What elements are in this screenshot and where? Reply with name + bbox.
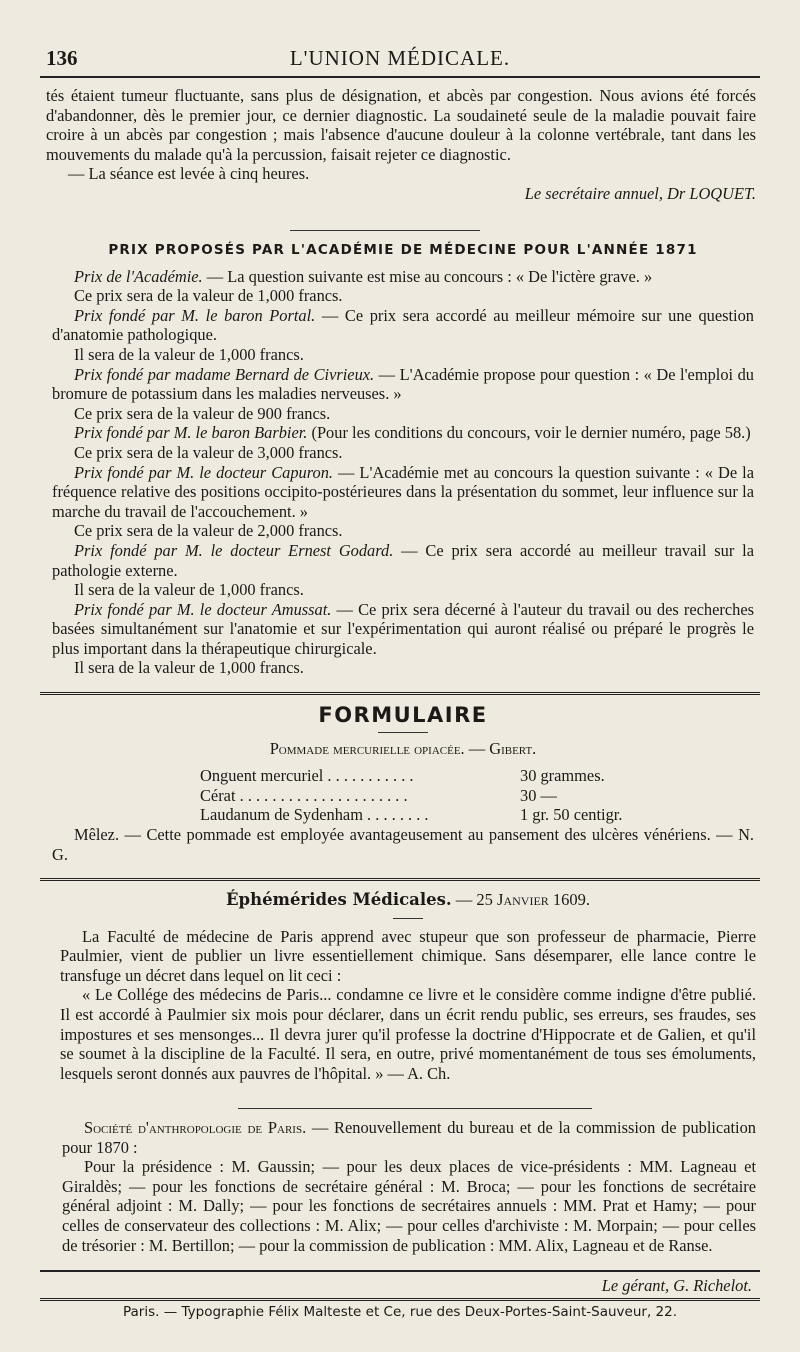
short-divider — [393, 918, 423, 919]
prize-value: Il sera de la valeur de 1,000 francs. — [74, 344, 304, 364]
prize-value: Ce prix sera de la valeur de 3,000 francs. — [74, 442, 343, 462]
running-title: L'UNION MÉDICALE. — [289, 46, 511, 70]
societe-elections: Pour la présidence : M. Gaussin; — pour les deux places de vice-présidents : MM. Lagneau et Giraldès; — pour les fonctions de secrétaire général : M. Broca; — pour les fonctions de secrétaire général adjoint : M. Dally; — pour les fonctions de secrétaires annuels : MM. Prat et Hamy; — pour celles de conservateur des collections : M. Alix; — pour celles d'archiviste : M. Morpain; — pour celles de trésorier : M. Bertillon; — pour la commission de publication : MM. Alix, Lagneau et de Ranse. — [62, 1157, 756, 1255]
prize-text: — L'Académie propose pour question : « De l'emploi du bromure de potassium dans les maladies nerveuses. » — [52, 364, 755, 404]
prize-text: — La question suivante est mise au concours : « De l'ictère grave. » — [202, 266, 653, 286]
short-divider — [378, 732, 428, 733]
ephemerides-heading — [60, 890, 756, 910]
ingredient-name: Laudanum de Sydenham . . . . . . . . — [200, 805, 429, 825]
prize-description — [52, 306, 754, 345]
footer-rule — [40, 1298, 760, 1301]
section-rule — [40, 692, 760, 695]
recipe-note: Mêlez. — Cette pommade est employée avantageusement au pansement des ulcères vénériens. — N. G. — [52, 824, 754, 864]
page-header — [38, 40, 762, 74]
formulaire-heading: FORMULAIRE — [318, 703, 488, 727]
prizes-heading: PRIX PROPOSÉS PAR L'ACADÉMIE DE MÉDECINE POUR L'ANNÉE 1871 — [108, 242, 698, 258]
ingredient-quantity: 30 — — [520, 785, 557, 805]
printer-imprint: Paris. — Typographie Félix Malteste et Ce, rue des Deux-Portes-Saint-Sauveur, 22. — [122, 1304, 677, 1320]
prize-description — [52, 423, 754, 443]
ephemerides-quote: « Le Collége des médecins de Paris... condamne ce livre et le considère comme indigne d'être publié. Il est accordé à Paulmier six mois pour déclarer, dans un écrit rendu public, ses erreurs, ses fraudes, ses impostures et ses mensonges... Il devra jurer qu'il professe la doctrine d'Hippocrate et de Galien, et qu'il se soumet à la discipline de la Faculté. Il sera, en outre, privé momentanément de tous ses émoluments, lesquels seront donnés aux pauvres de l'hôpital. » — A. Ch. — [60, 985, 756, 1083]
section-divider — [290, 230, 480, 231]
prize-description — [52, 541, 754, 580]
ingredient-quantity: 1 gr. 50 centigr. — [520, 805, 623, 825]
prize-value: Il sera de la valeur de 1,000 francs. — [74, 580, 304, 600]
prize-value: Ce prix sera de la valeur de 2,000 francs. — [74, 521, 343, 541]
prize-text: — Ce prix sera décerné à l'auteur du travail ou des recherches basées simultanément sur l'anatomie et sur l'expérimentation qui auront réalisé ou préparé le progrès le plus important dans la thérapeutique chirurgicale. — [52, 599, 754, 658]
prize-text: — L'Académie met au concours la question suivante : « De la fréquence relative des positions occipito-postérieures dans la présentation du sommet, leur influence sur la marche du travail de l'accouchement. » — [52, 462, 754, 521]
prize-founder: Prix fondé par M. le docteur Ernest Godard. — [74, 540, 394, 560]
prize-description — [52, 463, 754, 522]
ingredient-name: Onguent mercuriel . . . . . . . . . . . — [200, 766, 414, 786]
prize-text: (Pour les conditions du concours, voir le dernier numéro, page 58.) — [307, 423, 751, 443]
prize-description — [52, 365, 754, 404]
prize-founder: Prix fondé par M. le baron Portal. — [74, 305, 316, 325]
prize-text: — Ce prix sera accordé au meilleur mémoire sur une question d'anatomie pathologique. — [52, 305, 754, 345]
prize-value: Ce prix sera de la valeur de 900 francs. — [74, 403, 331, 423]
secretary-signature: Le secrétaire annuel, Dr LOQUET. — [524, 183, 756, 203]
prize-founder: Prix fondé par M. le baron Barbier. — [74, 423, 308, 443]
ephemerides-paragraph: La Faculté de médecine de Paris apprend avec stupeur que son professeur de pharmacie, Pierre Paulmier, vient de publier un livre essentiellement chimique. Sans désemparer, elle lance contre le transfuge un décret dans lequel on lit ceci : — [60, 926, 756, 985]
header-rule — [40, 76, 760, 78]
ingredient-row — [200, 786, 754, 806]
societe-section — [62, 1118, 756, 1255]
prize-founder: Prix de l'Académie. — [74, 266, 203, 286]
ingredient-row — [200, 766, 754, 786]
ephemerides-title: Éphémérides Médicales. — [225, 890, 452, 909]
section-rule — [40, 878, 760, 881]
intro-section — [46, 86, 756, 204]
ephemerides-date: — 25 Janvier 1609. — [451, 890, 591, 909]
section-divider — [238, 1108, 592, 1109]
recipe-ingredients — [200, 766, 754, 825]
intro-paragraph: tés étaient tumeur fluctuante, sans plus de désignation, et abcès par congestion. Nous avions été forcés d'abandonner, dès le premier jour, ce dernier diagnostic. La soudaineté seule de la maladie pouvait faire croire à un abcès par congestion ; mais l'absence d'aucune douleur à la colonne vertébrale, tant dans les mouvements du malade qu'à la percussion, faisait rejeter ce diagnostic. — [46, 86, 756, 164]
prize-founder: Prix fondé par madame Bernard de Civrieux. — [74, 364, 375, 384]
societe-name: Société d'anthropologie de Paris. — [84, 1118, 307, 1137]
ingredient-name: Cérat . . . . . . . . . . . . . . . . . . . . . — [200, 785, 408, 805]
gerant-signature: Le gérant, G. Richelot. — [601, 1276, 752, 1295]
recipe-title: Pommade mercurielle opiacée. — Gibert. — [269, 738, 537, 758]
prize-list — [52, 267, 754, 678]
prizes-section — [52, 241, 754, 678]
session-closing: — La séance est levée à cinq heures. — [68, 164, 310, 184]
prize-value: Ce prix sera de la valeur de 1,000 francs. — [74, 286, 343, 306]
prize-founder: Prix fondé par M. le docteur Capuron. — [74, 462, 333, 482]
societe-intro: — Renouvellement du bureau et de la commission de publication pour 1870 : — [62, 1118, 756, 1157]
bottom-rule — [40, 1270, 760, 1272]
prize-description — [52, 267, 754, 287]
prize-description — [52, 600, 754, 659]
ingredient-row — [200, 805, 754, 825]
page-number: 136 — [46, 46, 78, 70]
prize-value: Il sera de la valeur de 1,000 francs. — [74, 658, 304, 678]
prize-founder: Prix fondé par M. le docteur Amussat. — [74, 599, 332, 619]
formulaire-section — [52, 703, 754, 864]
ingredient-quantity: 30 grammes. — [520, 766, 605, 786]
prize-text: — Ce prix sera accordé au meilleur travail sur la pathologie externe. — [52, 540, 754, 580]
ephemerides-section — [60, 890, 756, 1083]
